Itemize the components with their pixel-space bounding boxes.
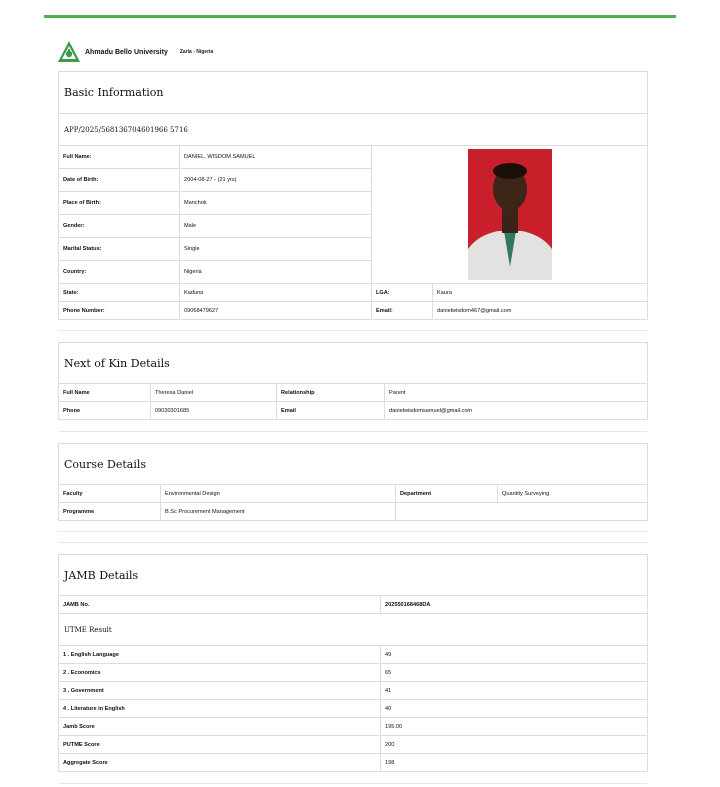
subject-label: 2 . Economics	[59, 664, 381, 682]
dob-value: 2004-08-27 - (21 yrs)	[180, 169, 372, 192]
country-label: Country:	[59, 261, 180, 284]
subject-score: 41	[381, 682, 648, 700]
jamb-score-value: 195.00	[381, 718, 648, 736]
jamb-score-label: Jamb Score	[59, 718, 381, 736]
faculty-value: Environmental Design	[161, 485, 396, 503]
state-label: State:	[59, 284, 180, 302]
top-accent-bar	[44, 15, 676, 18]
email-value: danielwisdom467@gmail.com	[433, 302, 648, 320]
aggregate-score-value: 198	[381, 754, 648, 772]
dob-label: Date of Birth:	[59, 169, 180, 192]
subject-score: 49	[381, 646, 648, 664]
lga-label: LGA:	[372, 284, 433, 302]
page-header	[57, 40, 213, 64]
email-label: Email:	[372, 302, 433, 320]
university-location: Zaria - Nigeria	[179, 49, 214, 55]
pob-label: Place of Birth:	[59, 192, 180, 215]
faculty-label: Faculty	[59, 485, 161, 503]
kin-phone-label: Phone	[59, 402, 151, 420]
university-logo-icon	[57, 40, 81, 64]
putme-score-value: 200	[381, 736, 648, 754]
course-details-table	[58, 443, 648, 521]
kin-email-label: Email	[277, 402, 385, 420]
passport-photo	[468, 149, 552, 280]
section-divider	[58, 330, 647, 331]
basic-information-table	[58, 71, 648, 320]
programme-value: B.Sc Procurement Management	[161, 503, 396, 521]
department-label: Department	[396, 485, 498, 503]
gender-value: Male	[180, 215, 372, 238]
subject-label: 1 . English Language	[59, 646, 381, 664]
marital-status-value: Single	[180, 238, 372, 261]
putme-score-label: PUTME Score	[59, 736, 381, 754]
course-title: Course Details	[59, 444, 648, 485]
subject-label: 3 . Government	[59, 682, 381, 700]
lga-value: Kaura	[433, 284, 648, 302]
full-name-value: DANIEL, WISDOM SAMUEL	[180, 146, 372, 169]
phone-label: Phone Number:	[59, 302, 180, 320]
kin-phone-value: 09030301685	[151, 402, 277, 420]
passport-photo-image	[468, 149, 552, 280]
kin-name-label: Full Name	[59, 384, 151, 402]
kin-name-value: Theresa Daniel	[151, 384, 277, 402]
jamb-no-value: 202550168468DA	[381, 596, 648, 614]
full-name-label: Full Name:	[59, 146, 180, 169]
subject-score: 65	[381, 664, 648, 682]
next-of-kin-table	[58, 342, 648, 420]
jamb-title: JAMB Details	[59, 555, 648, 596]
aggregate-score-label: Aggregate Score	[59, 754, 381, 772]
section-divider	[58, 431, 647, 432]
subject-label: 4 . Literature in English	[59, 700, 381, 718]
application-number: APP/2025/568136704601966 5716	[59, 114, 648, 146]
basic-info-title: Basic Information	[59, 72, 648, 114]
gender-label: Gender:	[59, 215, 180, 238]
kin-relationship-label: Relationship	[277, 384, 385, 402]
kin-relationship-value: Parent	[385, 384, 648, 402]
programme-label: Programme	[59, 503, 161, 521]
empty-cell	[396, 503, 648, 521]
section-divider	[58, 531, 647, 532]
jamb-no-label: JAMB No.	[59, 596, 381, 614]
section-divider	[58, 542, 647, 543]
kin-title: Next of Kin Details	[59, 343, 648, 384]
marital-status-label: Marital Status:	[59, 238, 180, 261]
state-value: Kaduna	[180, 284, 372, 302]
university-name: Ahmadu Bello University	[85, 48, 168, 56]
department-value: Quantity Surveying	[498, 485, 648, 503]
jamb-details-table	[58, 554, 648, 772]
subject-score: 40	[381, 700, 648, 718]
utme-result-title: UTME Result	[59, 614, 648, 646]
section-divider	[58, 783, 647, 784]
kin-email-value: danielwisdomsamuel@gmail.com	[385, 402, 648, 420]
country-value: Nigeria	[180, 261, 372, 284]
pob-value: Manchok	[180, 192, 372, 215]
phone-value: 09068479627	[180, 302, 372, 320]
passport-photo-cell	[372, 146, 648, 284]
